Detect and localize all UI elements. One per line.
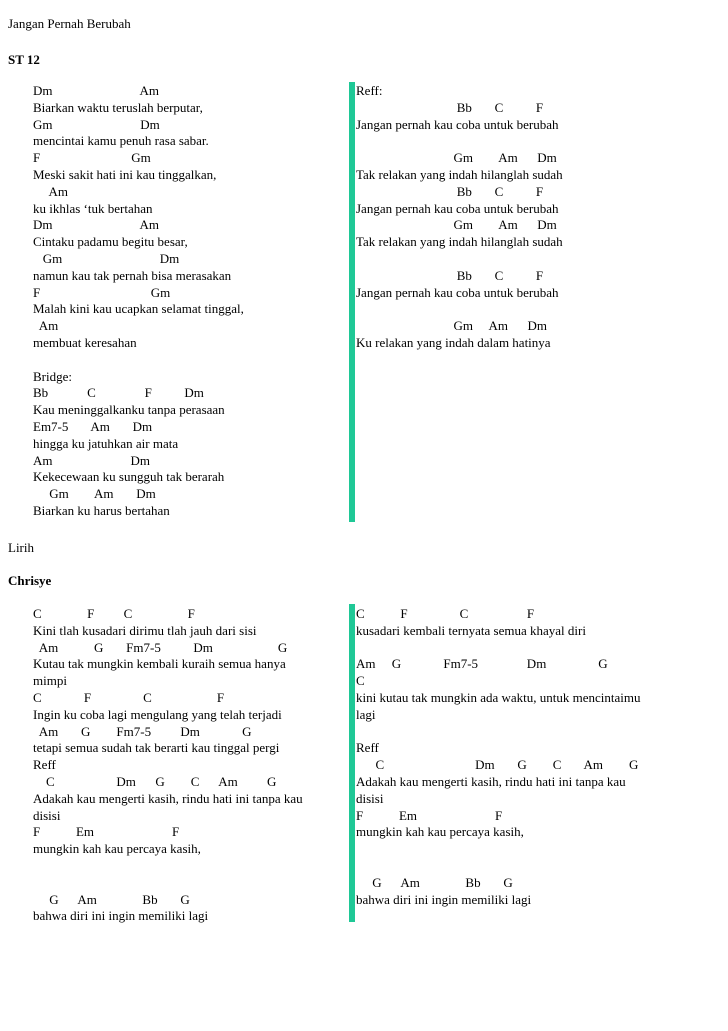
lyric-line: F Em F bbox=[33, 824, 180, 840]
song-artist: ST 12 bbox=[8, 52, 40, 67]
lyric-line: Biarkan waktu teruslah berputar, bbox=[33, 99, 203, 115]
lyric-line: kini kutau tak mungkin ada waktu, untuk mencintaimu bbox=[356, 690, 641, 705]
lyric-line: membuat keresahan bbox=[33, 335, 137, 350]
lyric-line: C Dm G C Am G bbox=[356, 757, 639, 773]
lyric-line: mungkin kah kau percaya kasih, bbox=[356, 824, 524, 840]
lyric-line: Ingin ku coba lagi mengulang yang telah terjadi bbox=[33, 706, 282, 722]
lyric-line: Gm Am Dm bbox=[356, 150, 557, 166]
song-title: Jangan Pernah Berubah bbox=[8, 16, 131, 31]
lyric-line: Tak relakan yang indah hilanglah sudah bbox=[356, 234, 563, 250]
lyric-line: Reff: bbox=[356, 83, 383, 98]
lyric-line: disisi bbox=[356, 790, 384, 806]
lyric-line: C bbox=[356, 673, 365, 689]
lyric-line: Reff bbox=[33, 757, 56, 773]
lyric-line: C F C F bbox=[33, 606, 195, 621]
lyric-line: Jangan pernah kau coba untuk berubah bbox=[356, 200, 559, 216]
lyric-line: disisi bbox=[33, 807, 61, 823]
column-divider-bar bbox=[349, 604, 355, 922]
lyric-line: Adakah kau mengerti kasih, rindu hati ini tanpa kau bbox=[33, 790, 303, 806]
lyric-line: bahwa diri ini ingin memiliki lagi bbox=[33, 908, 209, 924]
lyric-line: Biarkan ku harus bertahan bbox=[33, 503, 170, 518]
lyric-line: Jangan pernah kau coba untuk berubah bbox=[356, 284, 559, 300]
lyric-line: Adakah kau mengerti kasih, rindu hati ini tanpa kau bbox=[356, 774, 626, 789]
lyric-line: G Am Bb G bbox=[356, 874, 513, 890]
lyric-line: Gm Am Dm bbox=[33, 486, 156, 502]
lyric-line: Bb C F Dm bbox=[33, 385, 204, 401]
lyric-line: C F C F bbox=[356, 606, 535, 621]
lyric-line: F Gm bbox=[33, 150, 151, 166]
lyric-line: Kutau tak mungkin kembali kuraih semua hanya bbox=[33, 656, 286, 672]
lyric-line: kusadari kembali ternyata semua khayal diri bbox=[356, 622, 586, 638]
lyric-line: Bb C F bbox=[356, 99, 544, 115]
lyric-line: hingga ku jatuhkan air mata bbox=[33, 435, 179, 451]
lyric-line: Am bbox=[33, 318, 59, 334]
lyric-line: C F C F bbox=[33, 690, 225, 705]
lyric-line: Am G Fm7-5 Dm G bbox=[33, 639, 288, 655]
lyric-line: Kekecewaan ku sungguh tak berarah bbox=[33, 469, 225, 485]
lyric-line: Dm Am bbox=[33, 83, 160, 98]
lyric-line: Gm Am Dm bbox=[356, 318, 548, 334]
lyric-line: Gm Dm bbox=[33, 251, 180, 266]
lyric-line: ku ikhlas ‘tuk bertahan bbox=[33, 200, 153, 216]
lyric-line: tetapi semua sudah tak berarti kau tinggal pergi bbox=[33, 740, 280, 756]
lyric-line: Am bbox=[33, 183, 69, 199]
lyric-line: bahwa diri ini ingin memiliki lagi bbox=[356, 891, 532, 907]
lyric-line: Malah kini kau ucapkan selamat tinggal, bbox=[33, 301, 244, 317]
lyric-line: Em7-5 Am Dm bbox=[33, 419, 153, 434]
lyric-line: Reff bbox=[356, 740, 379, 756]
song-title: Lirih bbox=[8, 540, 34, 555]
lyric-line: Gm Dm bbox=[33, 116, 160, 132]
lyric-line: Kini tlah kusadari dirimu tlah jauh dari sisi bbox=[33, 622, 257, 638]
lyric-line: G Am Bb G bbox=[33, 891, 190, 907]
lyric-line: Bridge: bbox=[33, 368, 72, 384]
lyric-line: Bb C F bbox=[356, 267, 544, 283]
lyric-line: Am Dm bbox=[33, 452, 150, 468]
lyric-line: F Gm bbox=[33, 284, 171, 300]
lyric-line: mungkin kah kau percaya kasih, bbox=[33, 841, 201, 857]
lyric-line: Ku relakan yang indah dalam hatinya bbox=[356, 335, 551, 350]
lyric-line: Meski sakit hati ini kau tinggalkan, bbox=[33, 167, 217, 182]
lyric-line: namun kau tak pernah bisa merasakan bbox=[33, 267, 232, 283]
lyric-line: mimpi bbox=[33, 673, 67, 689]
lyric-line: Jangan pernah kau coba untuk berubah bbox=[356, 116, 559, 132]
lyric-line: Bb C F bbox=[356, 183, 544, 199]
lyric-line: Am G Fm7-5 Dm G bbox=[33, 723, 252, 739]
lyric-line: Am G Fm7-5 Dm G bbox=[356, 656, 608, 672]
lyric-line: lagi bbox=[356, 706, 376, 722]
lyric-line: Kau meninggalkanku tanpa perasaan bbox=[33, 402, 225, 418]
lyric-line: Dm Am bbox=[33, 217, 160, 233]
lyric-line: C Dm G C Am G bbox=[33, 774, 277, 789]
song-artist: Chrisye bbox=[8, 573, 52, 588]
column-divider-bar bbox=[349, 82, 355, 522]
lyric-line: Tak relakan yang indah hilanglah sudah bbox=[356, 167, 563, 182]
lyric-line: Gm Am Dm bbox=[356, 217, 557, 233]
lyric-line: F Em F bbox=[356, 807, 503, 823]
lyric-line: Cintaku padamu begitu besar, bbox=[33, 234, 188, 250]
lyric-line: mencintai kamu penuh rasa sabar. bbox=[33, 133, 209, 149]
